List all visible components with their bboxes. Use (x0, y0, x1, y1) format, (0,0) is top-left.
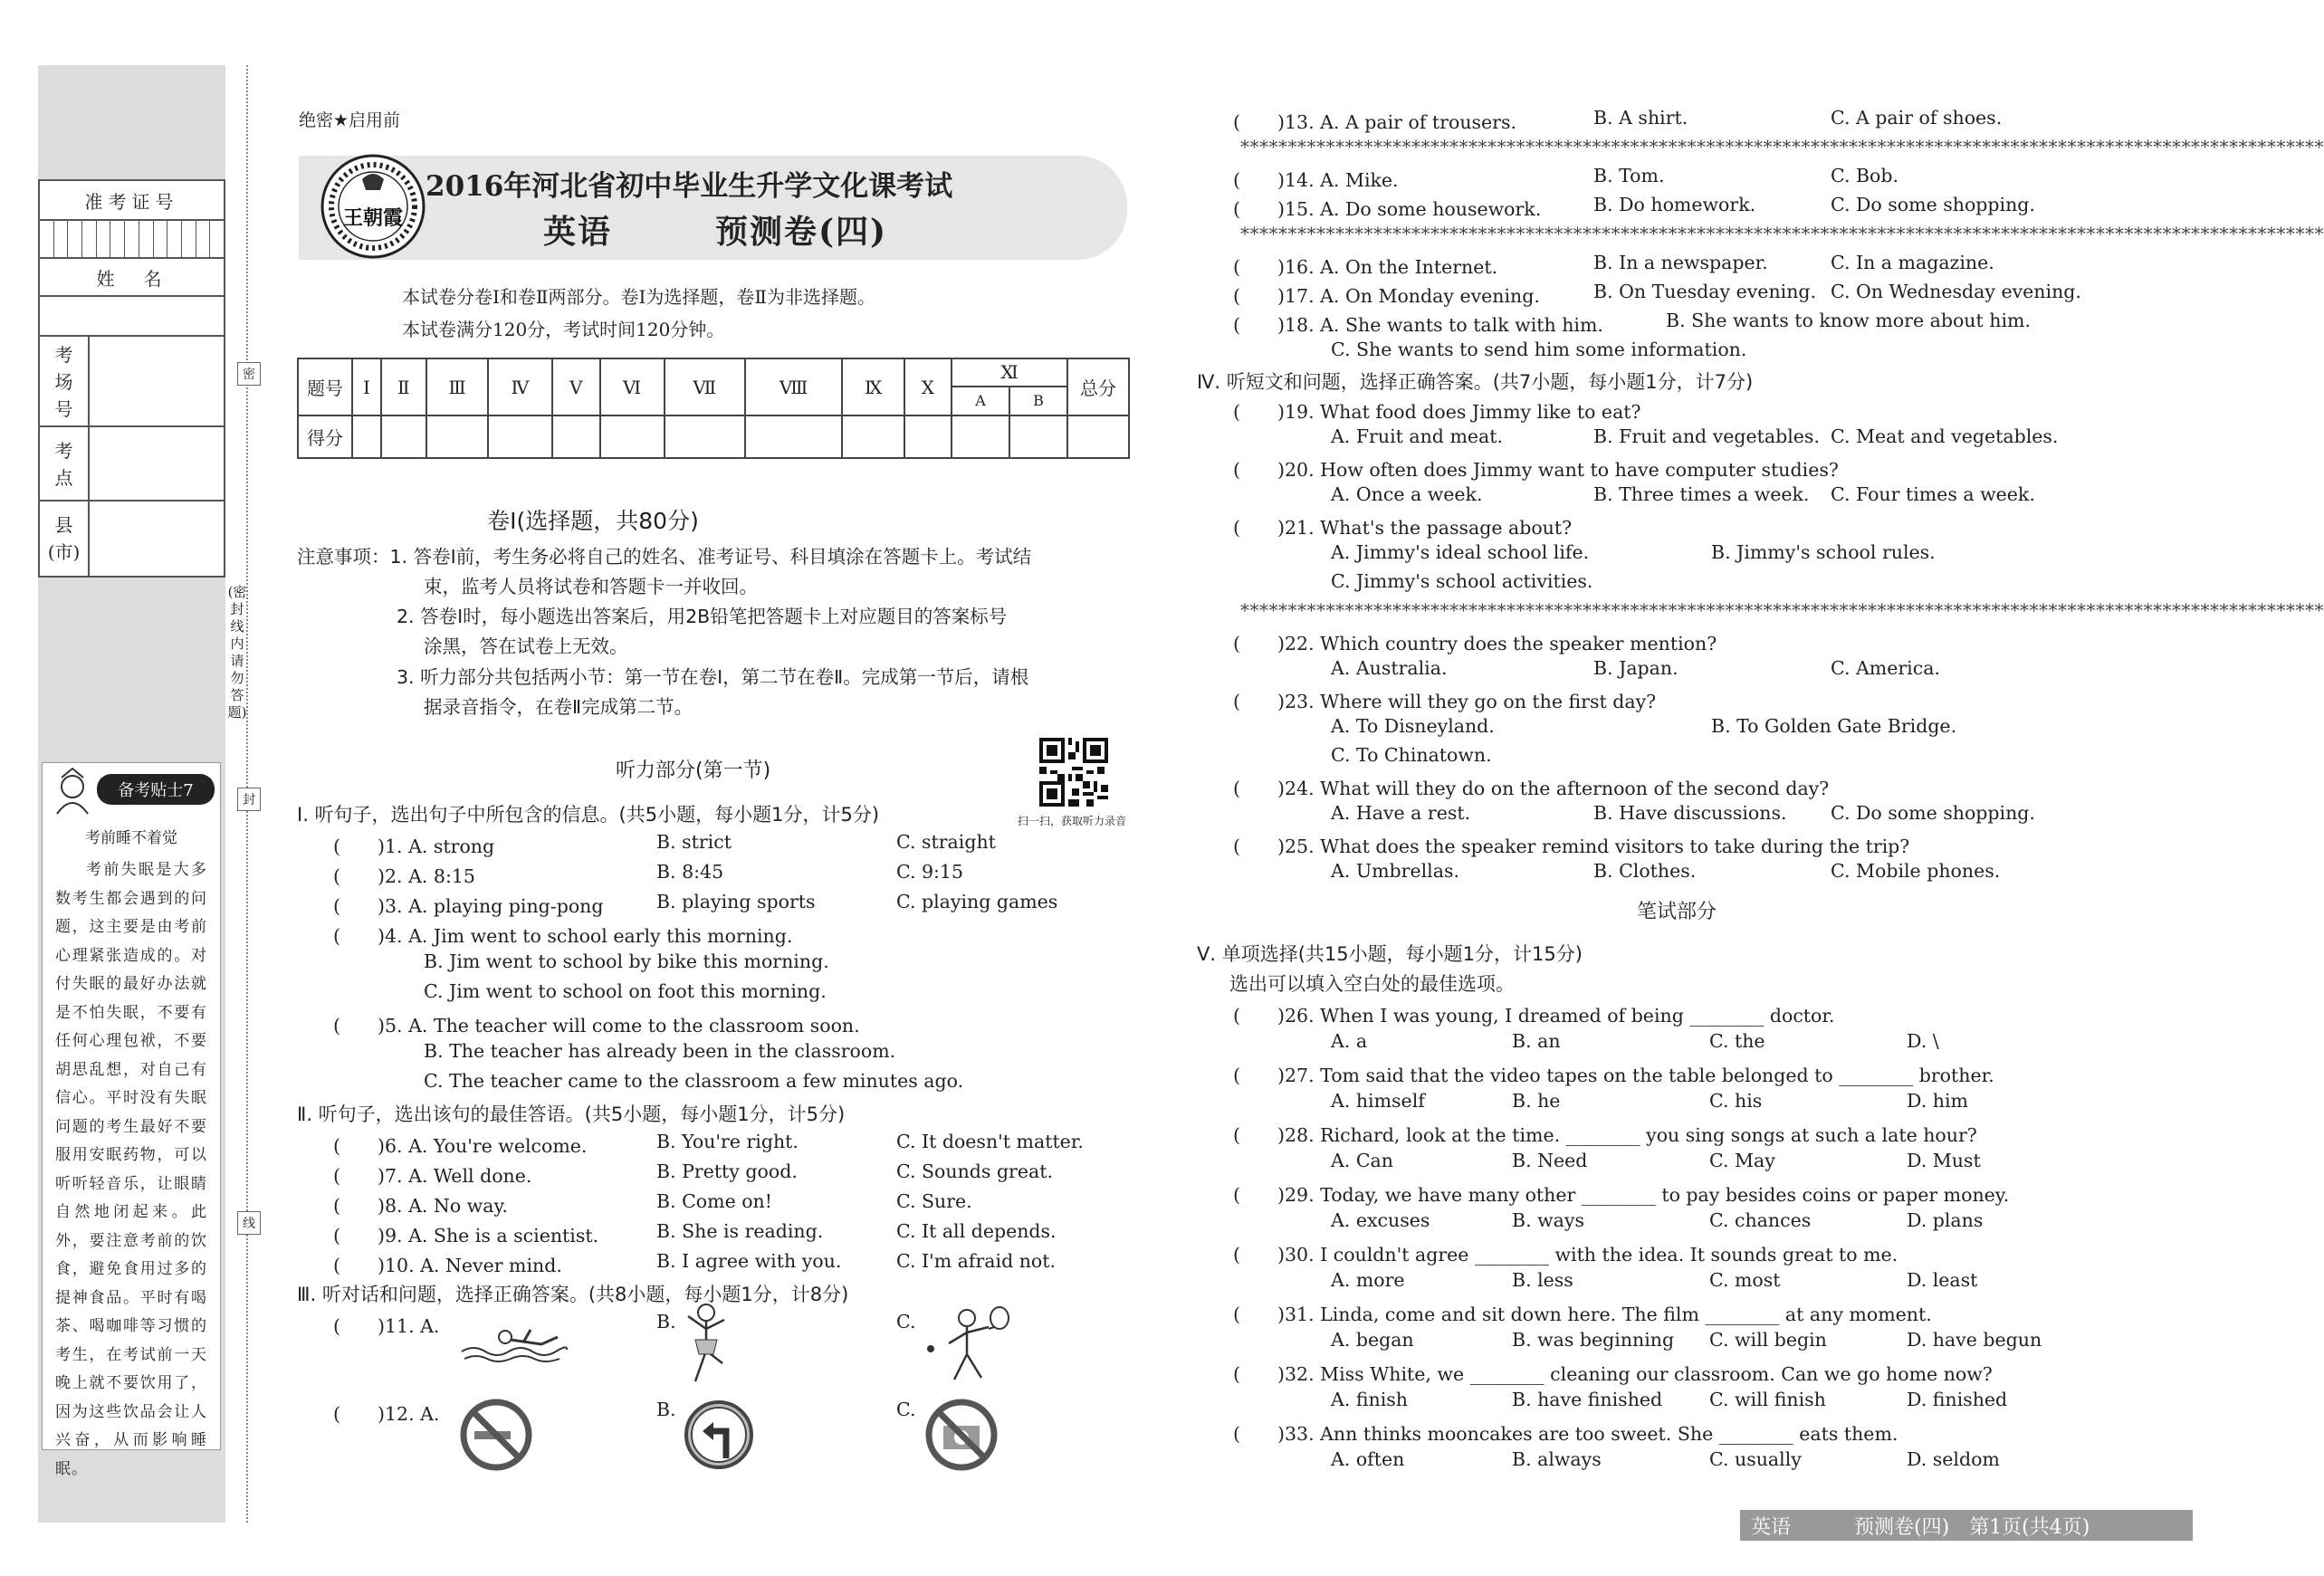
question-19-option-a: A. Fruit and meat. (1331, 425, 1503, 447)
note-line: 注意事项：1. 答卷Ⅰ前，考生务必将自己的姓名、准考证号、科目填涂在答题卡上。考试结 (297, 546, 1032, 568)
question-26-stem: ( )26. When I was young, I dreamed of being ________ doctor. (1233, 1005, 1835, 1027)
question-27-option-a: A. himself (1331, 1090, 1425, 1112)
question-21-option-a: A. Jimmy's ideal school life. (1331, 541, 1590, 563)
no-left-turn-sign-icon (683, 1399, 755, 1471)
question-21-option-c: C. Jimmy's school activities. (1331, 570, 1593, 592)
score-table (297, 358, 1130, 459)
question-16-option-b: B. In a newspaper. (1593, 252, 1768, 273)
question-32-option-b: B. have finished (1512, 1389, 1663, 1410)
question-2-option-b: B. 8:45 (656, 861, 724, 883)
question-17-option-b: B. On Tuesday evening. (1593, 281, 1817, 302)
seal-note: (密封线内请勿答题) (227, 584, 247, 721)
question-3-option-c: C. playing games (896, 891, 1058, 912)
svg-text:王朝霞: 王朝霞 (342, 206, 404, 230)
question-20-option-a: A. Once a week. (1331, 483, 1483, 505)
score-cell[interactable] (904, 415, 952, 458)
tip-title: 备考贴士7 (97, 774, 215, 805)
question-29-option-d: D. plans (1907, 1209, 1984, 1231)
question-18-option-c: C. She wants to send him some information. (1331, 339, 1747, 360)
score-col: Ⅴ (552, 358, 600, 415)
question-11-option-c: C. (896, 1311, 916, 1332)
question-25-option-b: B. Clothes. (1593, 860, 1697, 882)
question-31-stem: ( )31. Linda, come and sit down here. The film ________ at any moment. (1233, 1304, 1932, 1325)
question-3-stem: ( )3. A. playing ping-pong (333, 895, 604, 917)
name-field[interactable] (40, 297, 224, 337)
question-19-option-b: B. Fruit and vegetables. (1593, 425, 1820, 447)
score-col: Ⅵ (600, 358, 665, 415)
question-26-option-c: C. the (1709, 1030, 1765, 1052)
seal-mark-mi: 密 (237, 362, 261, 386)
question-22-option-a: A. Australia. (1331, 657, 1448, 679)
score-col: Ⅲ (426, 358, 488, 415)
question-24-option-b: B. Have discussions. (1593, 802, 1787, 824)
question-24-option-c: C. Do some shopping. (1831, 802, 2035, 824)
listening-title: 听力部分(第一节) (616, 759, 771, 782)
score-cell[interactable] (1009, 415, 1067, 458)
question-29-option-b: B. ways (1512, 1209, 1584, 1231)
section-3-title: Ⅲ. 听对话和问题，选择正确答案。(共8小题，每小题1分，计8分) (297, 1284, 849, 1305)
tip-subtitle: 考前睡不着觉 (85, 829, 177, 847)
question-28-option-c: C. May (1709, 1150, 1775, 1171)
question-27-option-d: D. him (1907, 1090, 1968, 1112)
score-cell[interactable] (665, 415, 745, 458)
note-line: 束，监考人员将试卷和答题卡一并收回。 (424, 576, 758, 597)
tip-text: 考前失眠是大多数考生都会遇到的问题，这主要是由考前心理紧张造成的。对付失眠的最好办法就是不怕失眠，不要有任何心理包袱，不要胡思乱想，对自己有信心。平时没有失眠问题的考生最好不要服用安眠药物，可以听听轻音乐，让眼睛自然地闭起来。此外，要注意考前的饮食，避免食用过多的提神食品。平时有喝茶、喝咖啡等习惯的考生，在考试前一天晚上就不要饮用了，因为这些饮品会让人兴奋，从而影响睡眠。 (55, 861, 207, 1478)
question-29-option-c: C. chances (1709, 1209, 1812, 1231)
question-32-option-a: A. finish (1331, 1389, 1408, 1410)
note-line: 3. 听力部分共包括两小节：第一节在卷Ⅰ，第二节在卷Ⅱ。完成第一节后，请根 (397, 666, 1029, 688)
footer-page: 第1页(共4页) (1969, 1515, 2090, 1539)
question-14-stem: ( )14. A. Mike. (1233, 169, 1399, 191)
question-2-stem: ( )2. A. 8:15 (333, 865, 475, 887)
question-31-option-c: C. will begin (1709, 1329, 1827, 1351)
note-line: 据录音指令，在卷Ⅱ完成第二节。 (424, 696, 693, 718)
intro-line-1: 本试卷分卷Ⅰ和卷Ⅱ两部分。卷Ⅰ为选择题，卷Ⅱ为非选择题。 (402, 286, 875, 308)
question-26-option-d: D. \ (1907, 1030, 1939, 1052)
question-24-option-a: A. Have a rest. (1331, 802, 1471, 824)
question-13-option-c: C. A pair of shoes. (1831, 107, 2003, 129)
question-17-stem: ( )17. A. On Monday evening. (1233, 285, 1540, 307)
dancer-picture-icon (677, 1300, 735, 1387)
question-6-option-c: C. It doesn't matter. (896, 1131, 1084, 1152)
question-23-option-c: C. To Chinatown. (1331, 744, 1492, 766)
question-27-option-b: B. he (1512, 1090, 1561, 1112)
question-28-option-a: A. Can (1331, 1150, 1393, 1171)
site-label: 考 点 (40, 427, 90, 501)
name-label: 姓 名 (40, 259, 224, 297)
question-30-option-c: C. most (1709, 1269, 1781, 1291)
intro-line-2: 本试卷满分120分，考试时间120分钟。 (402, 319, 725, 340)
qr-caption: 扫一扫，获取听力录音 (1018, 815, 1127, 827)
question-18-option-b: B. She wants to know more about him. (1666, 310, 2031, 331)
question-19-option-c: C. Meat and vegetables. (1831, 425, 2059, 447)
question-12-option-b: B. (656, 1399, 676, 1420)
cartoon-scholar-icon (48, 767, 97, 816)
question-9-option-b: B. She is reading. (656, 1220, 824, 1242)
question-14-option-c: C. Bob. (1831, 165, 1899, 186)
question-20-option-b: B. Three times a week. (1593, 483, 1810, 505)
section-2-title: Ⅱ. 听句子，选出该句的最佳答语。(共5小题，每小题1分，计5分) (297, 1103, 846, 1125)
score-col-xi-a: A (952, 387, 1009, 416)
score-col: Ⅳ (488, 358, 552, 415)
question-13-stem: ( )13. A. A pair of trousers. (1233, 111, 1517, 133)
no-smoking-sign-icon (460, 1399, 532, 1471)
written-part-title: 笔试部分 (1637, 901, 1717, 923)
question-5-option-b: B. The teacher has already been in the classroom. (424, 1040, 896, 1062)
question-28-option-d: D. Must (1907, 1150, 1981, 1171)
question-8-stem: ( )8. A. No way. (333, 1195, 508, 1217)
question-6-stem: ( )6. A. You're welcome. (333, 1135, 588, 1157)
question-1-option-b: B. strict (656, 831, 732, 853)
question-11-option-b: B. (656, 1311, 676, 1332)
question-33-option-b: B. always (1512, 1448, 1602, 1470)
question-27-stem: ( )27. Tom said that the video tapes on the table belonged to ________ brother. (1233, 1065, 1994, 1086)
publisher-seal-icon (319, 152, 427, 261)
score-cell[interactable] (952, 415, 1009, 458)
score-cell[interactable] (426, 415, 488, 458)
question-3-option-b: B. playing sports (656, 891, 816, 912)
score-col-xi-b: B (1009, 387, 1067, 416)
question-28-option-b: B. Need (1512, 1150, 1588, 1171)
score-col-total: 总分 (1067, 358, 1129, 415)
question-30-option-d: D. least (1907, 1269, 1978, 1291)
note-line: 2. 答卷Ⅰ时，每小题选出答案后，用2B铅笔把答题卡上对应题目的答案标号 (397, 606, 1008, 627)
question-7-option-c: C. Sounds great. (896, 1161, 1053, 1182)
question-30-option-b: B. less (1512, 1269, 1573, 1291)
score-cell[interactable] (842, 415, 904, 458)
question-10-option-c: C. I'm afraid not. (896, 1250, 1057, 1272)
score-col: Ⅸ (842, 358, 904, 415)
question-18-stem: ( )18. A. She wants to talk with him. (1233, 314, 1603, 336)
question-4-stem: ( )4. A. Jim went to school early this morning. (333, 925, 793, 947)
question-4-option-b: B. Jim went to school by bike this morning. (424, 950, 829, 972)
question-15-option-b: B. Do homework. (1593, 194, 1756, 215)
score-cell[interactable] (600, 415, 665, 458)
score-cell[interactable] (552, 415, 600, 458)
question-8-option-c: C. Sure. (896, 1190, 972, 1212)
footer-volume: 预测卷(四) (1854, 1515, 1950, 1539)
score-col: Ⅱ (381, 358, 426, 415)
score-col: Ⅰ (352, 358, 381, 415)
footer-subject: 英语 (1751, 1515, 1792, 1539)
room-label: 考 场 号 (40, 337, 90, 427)
score-cell[interactable] (745, 415, 843, 458)
question-25-option-a: A. Umbrellas. (1331, 860, 1459, 882)
question-17-option-c: C. On Wednesday evening. (1831, 281, 2081, 302)
score-col-xi: Ⅺ (952, 358, 1067, 387)
question-13-option-b: B. A shirt. (1593, 107, 1688, 129)
tennis-player-picture-icon (923, 1304, 1023, 1385)
exam-id-label: 准考证号 (40, 181, 224, 221)
question-30-stem: ( )30. I couldn't agree ________ with the idea. It sounds great to me. (1233, 1244, 1898, 1266)
score-cell[interactable] (488, 415, 552, 458)
question-33-option-c: C. usually (1709, 1448, 1802, 1470)
divider-stars: ****************************************************************************************************************** (1240, 223, 2324, 244)
section-5-instruction: 选出可以填入空白处的最佳选项。 (1229, 973, 1515, 995)
question-25-option-c: C. Mobile phones. (1831, 860, 2001, 882)
question-30-option-a: A. more (1331, 1269, 1405, 1291)
no-photography-sign-icon (925, 1399, 998, 1471)
section-5-title: Ⅴ. 单项选择(共15小题，每小题1分，计15分) (1197, 943, 1583, 965)
score-row-label-2: 得分 (298, 415, 352, 458)
question-21-option-b: B. Jimmy's school rules. (1711, 541, 1936, 563)
question-10-option-b: B. I agree with you. (656, 1250, 842, 1272)
swimming-picture-icon (460, 1317, 569, 1362)
exam-subtitle: 英语 预测卷(四) (543, 213, 888, 251)
score-col: Ⅶ (665, 358, 745, 415)
section-4-title: Ⅳ. 听短文和问题，选择正确答案。(共7小题，每小题1分，计7分) (1197, 371, 1754, 393)
question-7-stem: ( )7. A. Well done. (333, 1165, 532, 1187)
question-1-option-c: C. straight (896, 831, 996, 853)
question-23-option-a: A. To Disneyland. (1331, 715, 1495, 737)
question-19-stem: ( )19. What food does Jimmy like to eat? (1233, 401, 1641, 423)
confidential-label: 绝密★启用前 (299, 110, 401, 130)
question-7-option-b: B. Pretty good. (656, 1161, 798, 1182)
question-26-option-a: A. a (1331, 1030, 1368, 1052)
question-1-stem: ( )1. A. strong (333, 836, 495, 857)
exam-id-boxes[interactable] (40, 221, 224, 259)
question-33-stem: ( )33. Ann thinks mooncakes are too sweet. She ________ eats them. (1233, 1423, 1898, 1445)
question-5-stem: ( )5. A. The teacher will come to the classroom soon. (333, 1015, 860, 1036)
seal-mark-feng: 封 (237, 788, 261, 811)
question-8-option-b: B. Come on! (656, 1190, 772, 1212)
divider-stars: ****************************************************************************************************************** (1240, 136, 2324, 158)
question-10-stem: ( )10. A. Never mind. (333, 1255, 562, 1276)
question-31-option-b: B. was beginning (1512, 1329, 1675, 1351)
score-cell[interactable] (352, 415, 381, 458)
score-col: Ⅷ (745, 358, 843, 415)
question-20-stem: ( )20. How often does Jimmy want to have computer studies? (1233, 459, 1839, 481)
question-9-stem: ( )9. A. She is a scientist. (333, 1225, 599, 1246)
question-23-stem: ( )23. Where will they go on the first day? (1233, 691, 1657, 712)
question-27-option-c: C. his (1709, 1090, 1763, 1112)
score-col: Ⅹ (904, 358, 952, 415)
score-cell[interactable] (1067, 415, 1129, 458)
exam-tip-box (42, 762, 221, 1478)
question-2-option-c: C. 9:15 (896, 861, 964, 883)
question-12-option-c: C. (896, 1399, 916, 1420)
question-28-stem: ( )28. Richard, look at the time. ________ you sing songs at such a late hour? (1233, 1124, 1977, 1146)
volume1-title: 卷Ⅰ(选择题，共80分) (487, 508, 699, 534)
question-32-option-d: D. finished (1907, 1389, 2008, 1410)
question-11-stem: ( )11. A. (333, 1315, 440, 1337)
score-cell[interactable] (381, 415, 426, 458)
question-26-option-b: B. an (1512, 1030, 1561, 1052)
question-31-option-a: A. began (1331, 1329, 1414, 1351)
question-14-option-b: B. Tom. (1593, 165, 1665, 186)
question-29-stem: ( )29. Today, we have many other ________ to pay besides coins or paper money. (1233, 1184, 2010, 1206)
seal-mark-xian: 线 (237, 1211, 261, 1235)
question-32-stem: ( )32. Miss White, we ________ cleaning our classroom. Can we go home now? (1233, 1363, 1993, 1385)
note-line: 涂黑，答在试卷上无效。 (424, 635, 628, 657)
question-29-option-a: A. excuses (1331, 1209, 1430, 1231)
question-22-stem: ( )22. Which country does the speaker mention? (1233, 633, 1717, 654)
question-4-option-c: C. Jim went to school on foot this morning. (424, 980, 827, 1002)
page-footer (1740, 1510, 2193, 1541)
question-22-option-b: B. Japan. (1593, 657, 1678, 679)
score-row-label: 题号 (298, 358, 352, 415)
exam-title: 2016年河北省初中毕业生升学文化课考试 (426, 170, 953, 203)
question-23-option-b: B. To Golden Gate Bridge. (1711, 715, 1957, 737)
question-33-option-d: D. seldom (1907, 1448, 2000, 1470)
section-1-title: Ⅰ. 听句子，选出句子中所包含的信息。(共5小题，每小题1分，计5分) (297, 804, 880, 826)
question-21-stem: ( )21. What's the passage about? (1233, 517, 1573, 539)
question-31-option-d: D. have begun (1907, 1329, 2042, 1351)
qr-code-icon[interactable] (1039, 738, 1108, 807)
question-33-option-a: A. often (1331, 1448, 1405, 1470)
question-6-option-b: B. You're right. (656, 1131, 799, 1152)
question-22-option-c: C. America. (1831, 657, 1940, 679)
question-12-stem: ( )12. A. (333, 1403, 440, 1425)
question-5-option-c: C. The teacher came to the classroom a few minutes ago. (424, 1070, 964, 1092)
question-15-stem: ( )15. A. Do some housework. (1233, 198, 1542, 220)
question-16-stem: ( )16. A. On the Internet. (1233, 256, 1498, 278)
question-15-option-c: C. Do some shopping. (1831, 194, 2035, 215)
question-24-stem: ( )24. What will they do on the afternoon of the second day? (1233, 778, 1830, 799)
question-16-option-c: C. In a magazine. (1831, 252, 1994, 273)
question-25-stem: ( )25. What does the speaker remind visitors to take during the trip? (1233, 836, 1910, 857)
question-20-option-c: C. Four times a week. (1831, 483, 2035, 505)
question-9-option-c: C. It all depends. (896, 1220, 1057, 1242)
question-32-option-c: C. will finish (1709, 1389, 1826, 1410)
divider-stars: ****************************************************************************************************************** (1240, 599, 2324, 621)
county-label: 县 (市) (40, 501, 90, 576)
